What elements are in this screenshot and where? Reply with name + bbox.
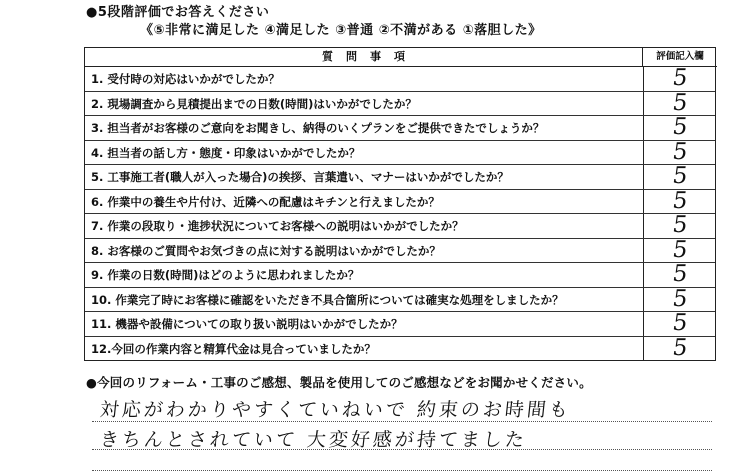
comment-ruled-line: [92, 470, 712, 471]
question-text: 12.今回の作業内容と精算代金は見合っていましたか？: [91, 341, 376, 356]
rating-value[interactable]: 5: [670, 261, 690, 287]
rating-value[interactable]: 5: [670, 138, 690, 165]
table-row: [85, 285, 715, 313]
table-row: [85, 67, 715, 92]
rating-value[interactable]: 5: [670, 163, 690, 189]
rating-instruction: ●5段階評価でお答えください: [86, 5, 270, 20]
comment-ruled-line: [92, 421, 712, 422]
handwritten-comment-line1[interactable]: 対応がわかりやすくていねいで 約束のお時間も: [98, 399, 573, 421]
question-text: 1. 受付時の対応はいかがでしたか？: [91, 72, 280, 86]
table-row: [85, 187, 715, 215]
table-row: [85, 138, 715, 166]
table-row: [85, 263, 715, 288]
rating-value[interactable]: 5: [670, 212, 690, 238]
rating-value[interactable]: 5: [670, 236, 690, 263]
comment-prompt: ●今回のリフォーム・工事のご感想、製品を使用してのご感想などをお聞かせください。: [86, 375, 592, 390]
question-text: 7. 作業の段取り・進捗状況についてお客様への説明はいかがでしたか？: [91, 219, 464, 233]
question-text: 10. 作業完了時にお客様に確認をいただき不具合箇所については確実な処理をしましたか？: [91, 292, 564, 307]
comment-ruled-line: [92, 449, 712, 450]
question-text: 3. 担当者がお客様のご意向をお聞きし、納得のいくプランをご提供できたでしょうか？: [91, 121, 545, 135]
question-text: 9. 作業の日数(時間)はどのように思われましたか？: [91, 268, 360, 282]
rating-value[interactable]: 5: [670, 114, 690, 140]
rating-value[interactable]: 5: [670, 334, 690, 361]
question-text: 5. 工事施工者(職人が入った場合)の挨拶、言葉遣い、マナーはいかがでしたか？: [91, 170, 509, 184]
handwritten-comment-line2[interactable]: きちんとされていて 大変好感が持てました: [98, 429, 529, 451]
rating-value[interactable]: 5: [670, 285, 690, 312]
question-text: 6. 作業中の養生や片付け、近隣への配慮はキチンと行えましたか？: [91, 194, 440, 209]
table-row: [85, 89, 715, 117]
question-text: 11. 機器や設備についての取り扱い説明はいかがでしたか？: [91, 317, 403, 331]
question-text: 2. 現場調査から見積提出までの日数(時間)はいかがでしたか？: [91, 96, 417, 111]
question-column-header: 質問事項: [85, 48, 643, 67]
table-row: [85, 334, 715, 362]
rating-value[interactable]: 5: [670, 187, 690, 214]
rating-value[interactable]: 5: [670, 310, 690, 336]
table-row: [85, 312, 715, 337]
survey-table: [84, 47, 716, 361]
rating-scale-legend: 《⑤非常に満足した ④満足した ③普通 ②不満がある ①落胆した》: [140, 23, 542, 38]
question-text: 8. お客様のご質問やお気づきの点に対する説明はいかがでしたか？: [91, 243, 441, 258]
table-row: [85, 236, 715, 264]
table-row: [85, 214, 715, 239]
rating-column-header: 評価記入欄: [643, 48, 717, 67]
rating-value[interactable]: 5: [670, 65, 690, 91]
rating-value[interactable]: 5: [670, 89, 690, 116]
table-row: [85, 165, 715, 190]
question-text: 4. 担当者の話し方・態度・印象はいかがでしたか？: [91, 145, 361, 160]
table-row: [85, 116, 715, 141]
